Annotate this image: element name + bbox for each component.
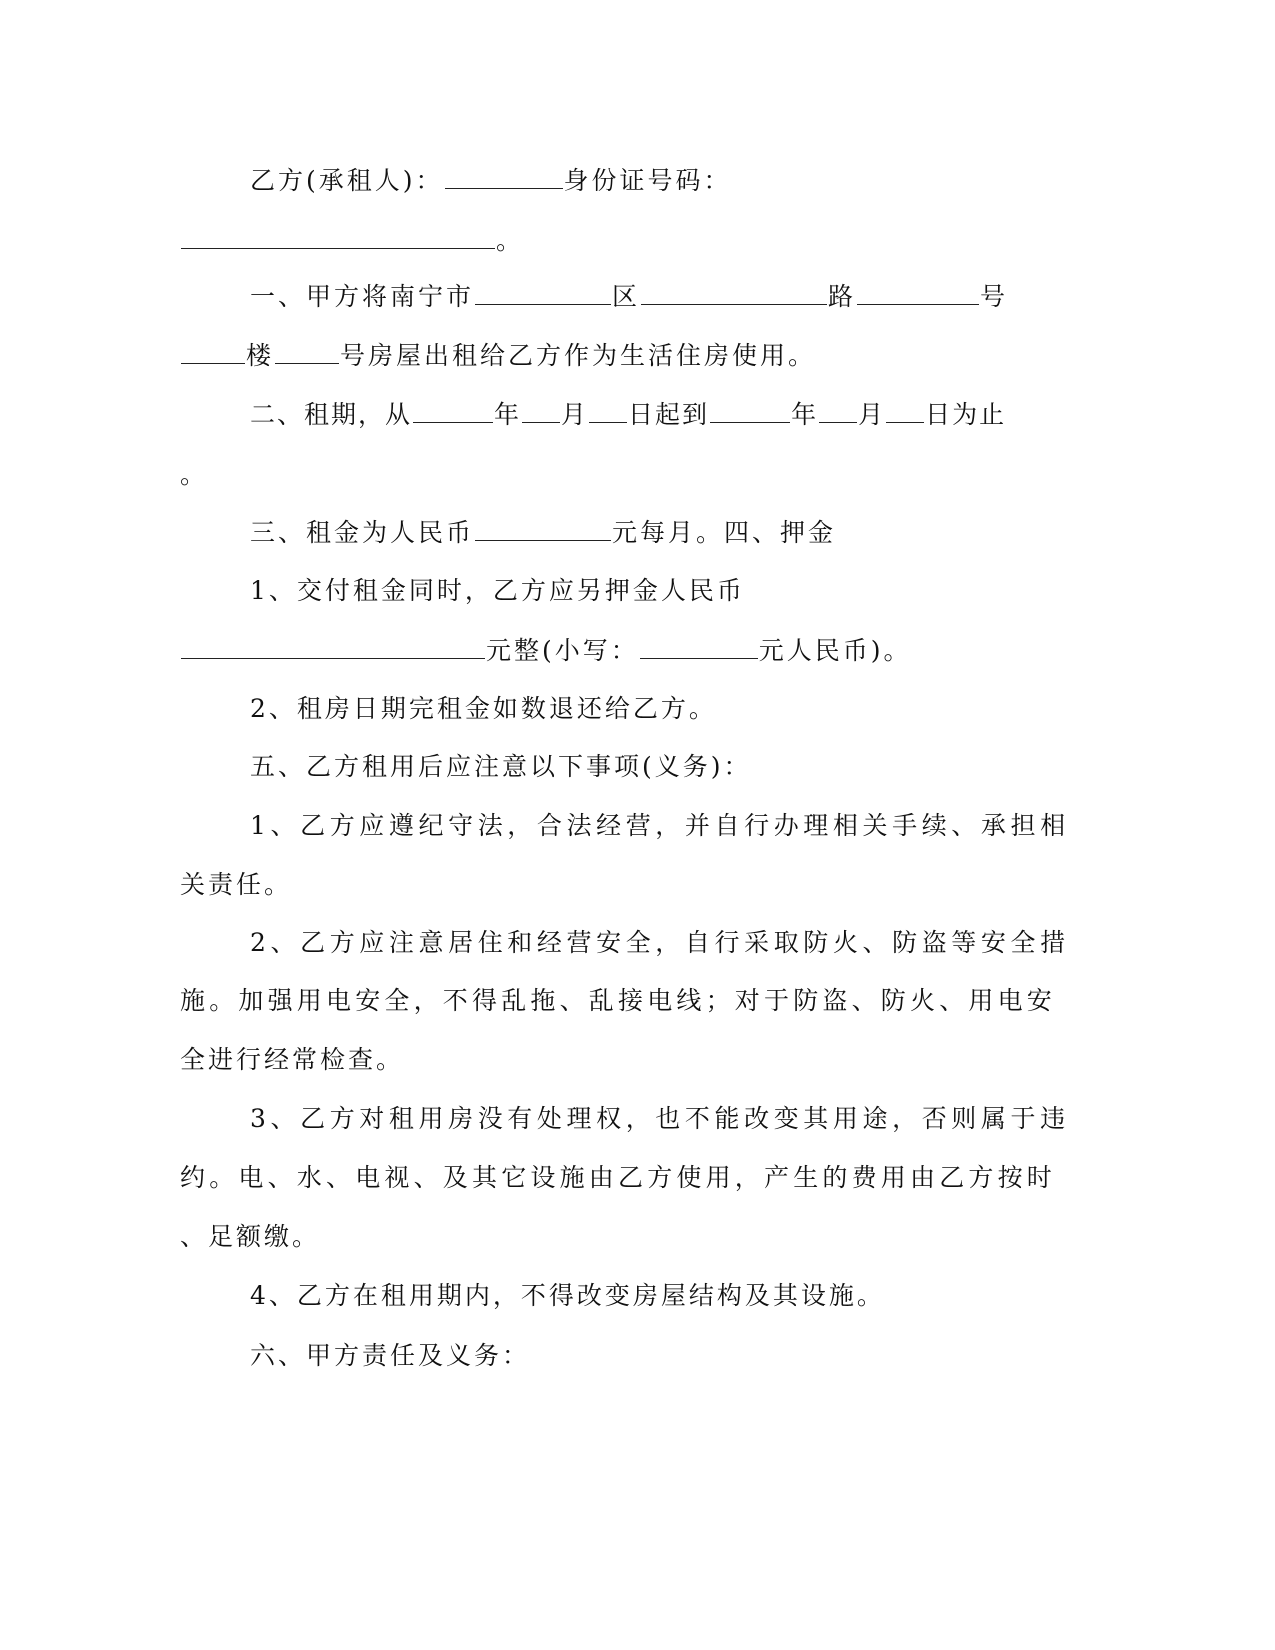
obligation-2-end-text: 全进行经常检查。 bbox=[180, 1045, 405, 1074]
deposit-2-text: 2、租房日期完租金如数退还给乙方。 bbox=[250, 694, 717, 723]
month-label: 月 bbox=[561, 400, 589, 429]
id-number-blank[interactable] bbox=[181, 220, 495, 249]
clause-1-line bbox=[250, 276, 1030, 316]
obligation-4-line bbox=[250, 1276, 1030, 1316]
id-number-label: 身份证号码： bbox=[563, 166, 732, 195]
end-day-blank[interactable] bbox=[886, 394, 924, 423]
clause-1-cont-text: 号房屋出租给乙方作为生活住房使用。 bbox=[340, 341, 817, 370]
period: 。 bbox=[496, 226, 525, 255]
obligation-3-end-text: 、足额缴。 bbox=[180, 1222, 321, 1251]
clause-3-text: 三、租金为人民币 bbox=[250, 518, 475, 547]
tenant-label: 乙方(承租人)： bbox=[250, 166, 444, 195]
start-year-blank[interactable] bbox=[413, 394, 493, 423]
start-to-label: 日起到 bbox=[628, 400, 710, 429]
clause-5-heading bbox=[250, 747, 1030, 787]
clause-2-text: 二、租期，从 bbox=[250, 400, 413, 429]
room-blank[interactable] bbox=[275, 335, 339, 364]
tenant-name-blank[interactable] bbox=[445, 160, 563, 189]
obligation-2-end-line bbox=[180, 1040, 1030, 1080]
obligation-3-cont-text: 约。电、水、电视、及其它设施由乙方使用，产生的费用由乙方按时 bbox=[180, 1163, 1057, 1192]
clause-2-line bbox=[250, 394, 1030, 434]
clause-6-text: 六、甲方责任及义务： bbox=[250, 1341, 531, 1370]
rent-blank[interactable] bbox=[475, 512, 611, 541]
obligation-1-text: 1、乙方应遵纪守法，合法经营，并自行办理相关手续、承担相 bbox=[250, 811, 1070, 840]
start-month-blank[interactable] bbox=[522, 394, 560, 423]
obligation-2-line bbox=[250, 923, 1070, 963]
year-label: 年 bbox=[791, 400, 819, 429]
clause-1-text: 一、甲方将南宁市 bbox=[250, 282, 475, 311]
obligation-1-cont-line bbox=[180, 865, 1030, 905]
end-year-blank[interactable] bbox=[710, 394, 790, 423]
obligation-3-line bbox=[250, 1099, 1070, 1139]
clause-5-text: 五、乙方租用后应注意以下事项(义务)： bbox=[250, 752, 752, 781]
clause-1-cont-line bbox=[180, 335, 1030, 375]
month-label: 月 bbox=[858, 400, 886, 429]
deposit-2-line bbox=[250, 689, 1030, 729]
end-label: 日为止 bbox=[925, 400, 1007, 429]
obligation-1-line bbox=[250, 806, 1070, 846]
end-month-blank[interactable] bbox=[819, 394, 857, 423]
deposit-unit-label: 元人民币)。 bbox=[758, 636, 912, 665]
clause-3-cont-text: 元每月。四、押金 bbox=[612, 518, 837, 547]
deposit-amount-line bbox=[180, 630, 1030, 670]
deposit-amount-label: 元整(小写： bbox=[486, 636, 639, 665]
district-label: 区 bbox=[612, 282, 641, 311]
id-number-line bbox=[180, 220, 1030, 260]
obligation-2-cont-line bbox=[180, 981, 1057, 1021]
clause-6-heading bbox=[250, 1336, 1030, 1376]
number-blank[interactable] bbox=[857, 276, 979, 305]
period: 。 bbox=[180, 460, 209, 489]
start-day-blank[interactable] bbox=[589, 394, 627, 423]
tenant-line bbox=[250, 160, 1030, 200]
obligation-2-text: 2、乙方应注意居住和经营安全，自行采取防火、防盗等安全措 bbox=[250, 928, 1070, 957]
obligation-1-cont-text: 关责任。 bbox=[180, 870, 293, 899]
clause-3-line bbox=[250, 512, 1030, 552]
obligation-3-text: 3、乙方对租用房没有处理权，也不能改变其用途，否则属于违 bbox=[250, 1104, 1070, 1133]
building-blank[interactable] bbox=[181, 335, 245, 364]
obligation-2-cont-text: 施。加强用电安全，不得乱拖、乱接电线；对于防盗、防火、用电安 bbox=[180, 986, 1057, 1015]
road-label: 路 bbox=[828, 282, 857, 311]
deposit-lowercase-blank[interactable] bbox=[640, 630, 758, 659]
obligation-3-end-line bbox=[180, 1217, 1030, 1257]
building-label: 楼 bbox=[246, 341, 275, 370]
deposit-amount-blank[interactable] bbox=[181, 630, 485, 659]
deposit-1-text: 1、交付租金同时，乙方应另押金人民币 bbox=[250, 576, 745, 605]
district-blank[interactable] bbox=[475, 276, 611, 305]
year-label: 年 bbox=[494, 400, 522, 429]
road-blank[interactable] bbox=[641, 276, 827, 305]
number-label: 号 bbox=[980, 282, 1009, 311]
clause-2-cont-line bbox=[180, 455, 1030, 495]
deposit-1-line bbox=[250, 571, 1030, 611]
obligation-4-text: 4、乙方在租用期内，不得改变房屋结构及其设施。 bbox=[250, 1281, 885, 1310]
obligation-3-cont-line bbox=[180, 1158, 1057, 1198]
